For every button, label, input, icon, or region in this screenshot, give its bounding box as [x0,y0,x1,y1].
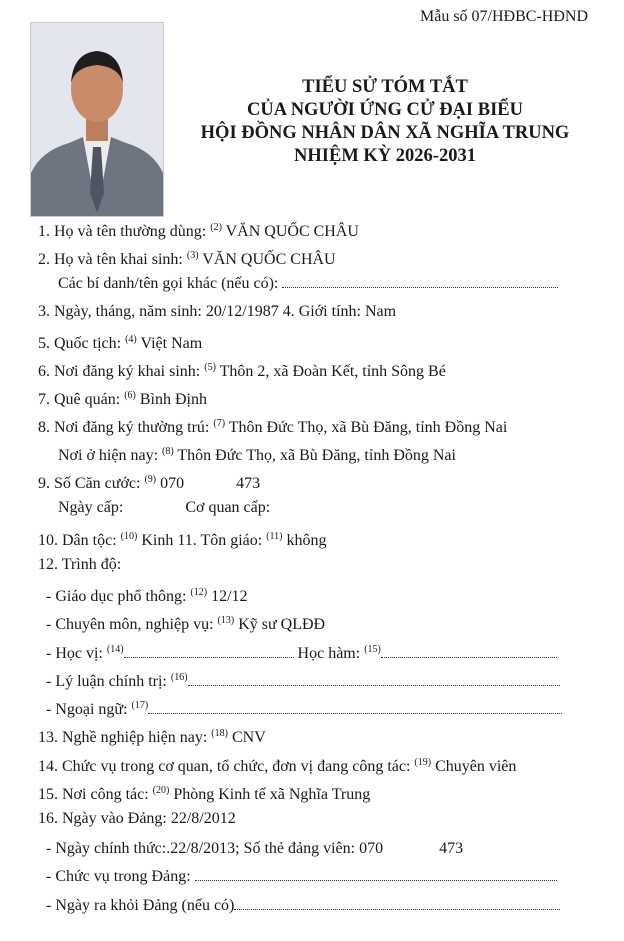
value: Chuyên viên [435,758,517,775]
label: Ngày cấp: [58,499,124,516]
blank-line [234,909,560,910]
footnote: (20) [152,785,170,796]
label: 11. Tôn giáo: [177,532,263,549]
value: Thôn 2, xã Đoàn Kết, tỉnh Sông Bé [219,363,446,380]
value: Thôn Đức Thọ, xã Bù Đăng, tỉnh Đồng Nai [228,419,508,436]
label: 4. Giới tính: [282,303,361,320]
value: Thôn Đức Thọ, xã Bù Đăng, tỉnh Đồng Nai [177,447,456,464]
label: 10. Dân tộc: [38,532,117,549]
value: VĂN QUỐC CHÂU [225,223,359,240]
field-party-leave-date [46,896,560,916]
footnote: (8) [162,446,174,457]
label: - Lý luận chính trị: [46,673,167,690]
value: Việt Nam [140,335,203,352]
label: 2. Họ và tên khai sinh: [38,251,183,268]
label: - Ngày ra khỏi Đảng (nếu có) [46,897,235,914]
label: Các bí danh/tên gọi khác (nếu có): [58,275,279,292]
label: 14. Chức vụ trong cơ quan, tổ chức, đơn vị đang công tác: [38,758,411,775]
field-foreign-language [46,696,562,720]
value: 473 [236,475,261,492]
candidate-photo [30,22,164,217]
value: không [286,532,327,549]
footnote: (5) [204,362,216,373]
footnote: (3) [186,250,199,261]
label: 9. Số Căn cước: [38,475,141,492]
value: Kỹ sư QLĐĐ [238,616,326,633]
blank-line [381,657,557,658]
title-line-4: NHIỆM KỲ 2026-2031 [294,146,476,166]
footnote: (15) [364,644,381,655]
field-common-name [38,218,359,242]
footnote: (14) [106,644,124,655]
value: 12/12 [211,588,248,605]
field-specialization [46,611,325,635]
value: VĂN QUỐC CHÂU [202,251,336,268]
value: 22/8/2013; [170,840,240,857]
label: 3. Ngày, tháng, năm sinh: [38,303,202,320]
label: 1. Họ và tên thường dùng: [38,223,207,240]
value: 070 [160,475,185,492]
field-political-theory [46,668,560,692]
label: Số thẻ đảng viên: [243,840,356,857]
field-permanent-residence [38,414,507,438]
label: - Ngoại ngữ: [46,701,128,718]
title-line-2: CỦA NGƯỜI ỨNG CỬ ĐẠI BIỂU [247,100,523,120]
label: 13. Nghề nghiệp hiện nay: [38,729,208,746]
field-nationality [38,330,202,354]
label: Nơi ở hiện nay: [58,447,159,464]
field-birth-name [38,246,336,270]
value: 473 [439,840,464,857]
field-party-official [46,839,463,859]
label: 15. Nơi công tác: [38,786,149,803]
footnote: (16) [170,672,188,683]
label: 12. Trình độ: [38,556,122,573]
field-ethnicity-religion [38,527,327,551]
field-aliases [58,274,558,294]
footnote: (12) [190,587,208,598]
footnote: (17) [131,700,149,711]
label: 6. Nơi đăng ký khai sinh: [38,363,201,380]
footnote: (2) [210,222,222,233]
label: - Chuyên môn, nghiệp vụ: [46,616,214,633]
blank-line [195,880,557,881]
document-title [170,76,600,168]
candidate-portrait-icon [31,23,163,216]
value: Kinh [141,532,174,549]
form-code: Mẫu số 07/HĐBC-HĐND [420,8,588,25]
field-qualifications [38,555,121,575]
label: - Ngày chính thức:. [46,840,171,857]
label: Cơ quan cấp: [185,499,271,516]
field-party-position [46,867,557,887]
footnote: (10) [120,531,138,542]
field-general-education [46,583,248,607]
value: 20/12/1987 [205,303,279,320]
title-line-1: TIỂU SỬ TÓM TẮT [302,77,468,97]
value: CNV [231,729,266,746]
field-issue-info [58,498,270,518]
footnote: (4) [125,334,137,345]
field-hometown [38,386,207,410]
label: Học hàm: [297,645,361,662]
label: 16. Ngày vào Đảng: [38,810,167,827]
blank-line [282,287,558,288]
blank-line [148,713,562,714]
value: Bình Định [139,391,207,408]
field-current-residence [58,442,456,466]
field-occupation [38,724,266,748]
label: - Chức vụ trong Đảng: [46,868,191,885]
footnote: (7) [213,418,226,429]
title-line-3: HỘI ĐỒNG NHÂN DÂN XÃ NGHĨA TRUNG [200,123,570,143]
label: - Học vị: [46,645,103,662]
field-workplace [38,781,370,805]
footnote: (6) [124,390,136,401]
footnote: (11) [266,531,283,542]
blank-line [124,657,294,658]
field-degree-title [46,640,557,664]
value: Nam [364,303,397,320]
field-position [38,753,516,777]
value: 070 [359,840,384,857]
footnote: (18) [211,728,228,739]
field-birth-registration [38,358,446,382]
label: 7. Quê quán: [38,391,121,408]
footnote: (9) [144,474,157,485]
label: 8. Nơi đăng ký thường trú: [38,419,210,436]
footnote: (13) [217,615,235,626]
footnote: (19) [414,757,432,768]
field-party-join-date [38,809,236,829]
label: - Giáo dục phổ thông: [46,588,187,605]
blank-line [188,685,560,686]
label: 5. Quốc tịch: [38,335,122,352]
value: 22/8/2012 [170,810,236,827]
field-id-number [38,470,260,494]
value: Phòng Kinh tế xã Nghĩa Trung [173,786,371,803]
field-birth-date-gender [38,302,396,322]
